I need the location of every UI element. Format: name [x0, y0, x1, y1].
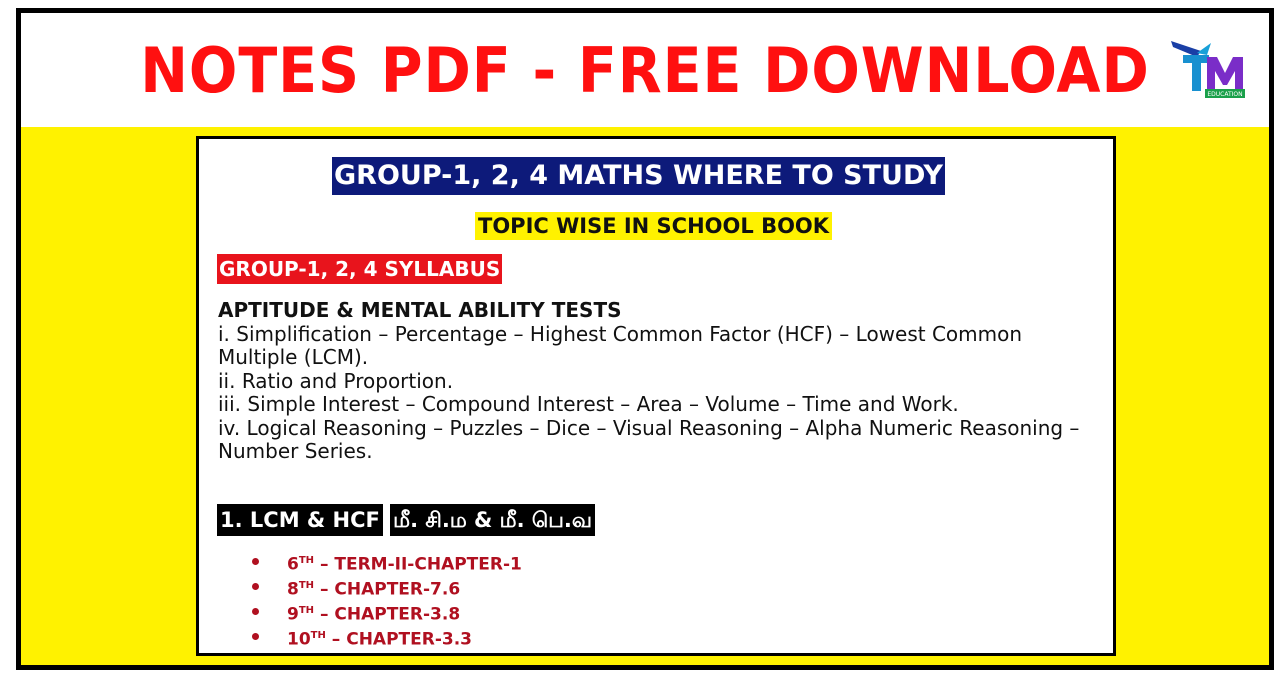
- list-item: 9TH – CHAPTER-3.8: [247, 598, 522, 623]
- chapter-list: [247, 548, 522, 648]
- banner-header: [21, 13, 1269, 127]
- page-frame: [16, 8, 1274, 670]
- syllabus-label: GROUP-1, 2, 4 SYLLABUS: [217, 254, 502, 284]
- svg-text:EDUCATION: EDUCATION: [1207, 91, 1243, 98]
- topic-heading: [217, 504, 595, 536]
- topic-tamil: மீ. சி.ம & மீ. பெ.வ: [390, 504, 595, 536]
- topic-english: 1. LCM & HCF: [217, 504, 383, 536]
- list-item: 10TH – CHAPTER-3.3: [247, 623, 522, 648]
- section-heading: APTITUDE & MENTAL ABILITY TESTS: [218, 298, 622, 322]
- page-subtitle: TOPIC WISE IN SCHOOL BOOK: [475, 212, 832, 240]
- bullet-icon: [252, 558, 259, 565]
- syllabus-body: [218, 299, 1098, 464]
- document-sheet: [196, 136, 1116, 656]
- bullet-icon: [252, 583, 259, 590]
- syllabus-item: i. Simplification – Percentage – Highest Common Factor (HCF) – Lowest Common Multiple (LCM).: [218, 321, 1023, 369]
- syllabus-item: iii. Simple Interest – Compound Interest – Area – Volume – Time and Work.: [218, 392, 959, 416]
- bullet-icon: [252, 633, 259, 640]
- bullet-icon: [252, 608, 259, 615]
- list-item: 8TH – CHAPTER-7.6: [247, 573, 522, 598]
- list-item: 6TH – TERM-II-CHAPTER-1: [247, 548, 522, 573]
- tm-education-logo-icon: [1167, 33, 1247, 103]
- yellow-band: [21, 127, 1269, 665]
- page-title: GROUP-1, 2, 4 MATHS WHERE TO STUDY: [332, 157, 945, 195]
- banner-headline: NOTES PDF - FREE DOWNLOAD: [140, 34, 1150, 107]
- syllabus-item: iv. Logical Reasoning – Puzzles – Dice – Visual Reasoning – Alpha Numeric Reasoning – Number Series.: [218, 415, 1080, 463]
- syllabus-item: ii. Ratio and Proportion.: [218, 368, 454, 393]
